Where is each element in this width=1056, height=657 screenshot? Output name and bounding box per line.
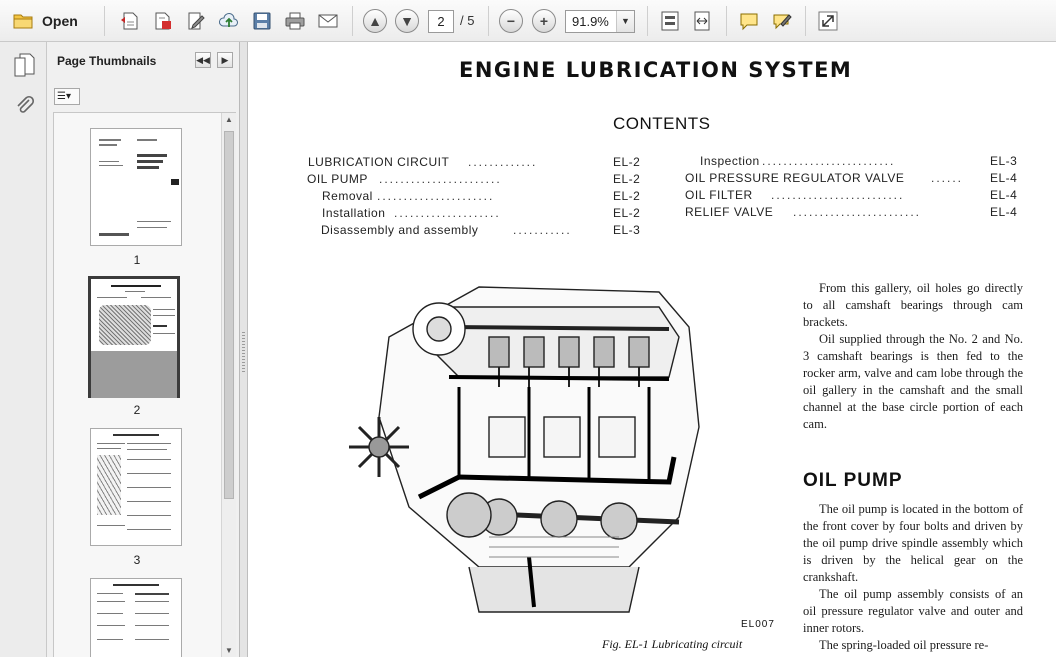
toc-entry[interactable]: OIL PRESSURE REGULATOR VALVE ...... EL-4 <box>685 171 1018 185</box>
toolbar <box>0 0 1056 42</box>
expand-icon <box>817 10 839 32</box>
toc-label: Removal <box>322 189 373 203</box>
previous-page-button[interactable] <box>362 8 388 34</box>
open-button[interactable] <box>12 8 90 34</box>
figure-caption: Fig. EL-1 Lubricating circuit <box>602 637 743 651</box>
toc-entry[interactable]: OIL FILTER ......................... EL-4 <box>685 188 1018 202</box>
toc-ref: EL-2 <box>613 155 641 169</box>
thumbnail-label: 3 <box>133 553 141 567</box>
contents-heading: CONTENTS <box>613 114 711 133</box>
thumbnail-scrollbar[interactable] <box>221 113 236 657</box>
envelope-icon <box>317 10 339 32</box>
page-thumbnail-1[interactable] <box>90 128 182 246</box>
paragraph: From this gallery, oil holes go directly to all camshaft bearings through cam brackets. <box>803 281 1023 329</box>
edit-pdf-button[interactable] <box>183 8 209 34</box>
separator <box>726 6 727 36</box>
collapse-panel-button[interactable] <box>195 52 211 68</box>
fit-width-icon <box>691 10 713 32</box>
panel-splitter[interactable] <box>240 42 248 657</box>
next-page-button[interactable] <box>394 8 420 34</box>
highlight-button[interactable] <box>769 8 795 34</box>
toc-label: RELIEF VALVE <box>685 205 774 219</box>
folder-icon <box>12 10 34 32</box>
thumbnail-list[interactable] <box>53 112 236 657</box>
attachments-tab[interactable] <box>14 94 36 119</box>
fit-width-button[interactable] <box>689 8 715 34</box>
separator <box>488 6 489 36</box>
engine-cutaway-illustration <box>329 267 779 627</box>
zoom-out-button[interactable] <box>498 8 524 34</box>
panel-forward-button[interactable] <box>217 52 233 68</box>
separator <box>352 6 353 36</box>
separator <box>805 6 806 36</box>
figure-code: EL007 <box>741 619 775 630</box>
page-thumbnail-4[interactable] <box>90 578 182 657</box>
toc-entry[interactable]: Removal ...................... EL-2 <box>322 189 641 203</box>
speech-bubble-icon <box>738 10 760 32</box>
toc-entry[interactable]: Disassembly and assembly ........... EL-3 <box>321 223 641 237</box>
toc-ref: EL-2 <box>613 206 641 220</box>
paperclip-icon <box>14 94 36 116</box>
open-label: Open <box>42 13 78 29</box>
page-thumbnail-3[interactable] <box>90 428 182 546</box>
toc-ref: EL-3 <box>990 154 1018 168</box>
thumbnail-options-button[interactable] <box>54 88 80 105</box>
paragraph: The oil pump assembly consists of an oil pressure regulator valve and outer and inner rotors. <box>803 587 1023 635</box>
page-count: / 5 <box>460 13 475 28</box>
paragraph: The oil pump is located in the bottom of the front cover by four bolts and driven by the oil pump drive spindle assembly which is driven by the helical gear on the crankshaft. <box>803 502 1023 584</box>
thumbnail-label: 1 <box>133 253 141 267</box>
edit-document-icon <box>185 10 207 32</box>
chevron-down-icon[interactable]: ▼ <box>616 11 634 32</box>
panel-title: Page Thumbnails <box>57 54 157 68</box>
splitter-grip[interactable] <box>242 332 245 372</box>
double-chevron-left-icon: ◀◀ <box>196 55 210 65</box>
toc-entry[interactable]: LUBRICATION CIRCUIT ............. EL-2 <box>308 155 641 169</box>
minus-icon: − <box>499 9 523 33</box>
scroll-up-arrow-icon[interactable]: ▲ <box>225 115 233 124</box>
comment-button[interactable] <box>736 8 762 34</box>
thumbnail-label: 2 <box>133 403 141 417</box>
zoom-in-button[interactable] <box>531 8 557 34</box>
toc-label: OIL FILTER <box>685 188 753 202</box>
zoom-value: 91.9% <box>572 14 609 29</box>
toc-ref: EL-2 <box>613 189 641 203</box>
email-button[interactable] <box>315 8 341 34</box>
separator <box>647 6 648 36</box>
page-title: ENGINE LUBRICATION SYSTEM <box>459 58 853 82</box>
page-thumbnail-2[interactable] <box>88 276 180 398</box>
toc-label: OIL PUMP <box>307 172 368 186</box>
highlighter-icon <box>771 10 793 32</box>
pages-icon <box>12 52 36 78</box>
export-pdf-icon <box>152 10 174 32</box>
toc-ref: EL-2 <box>613 172 641 186</box>
save-button[interactable] <box>249 8 275 34</box>
page-thumbnails-tab[interactable] <box>12 52 36 81</box>
toc-ref: EL-4 <box>990 205 1018 219</box>
save-icon <box>251 10 273 32</box>
create-pdf-icon <box>119 10 141 32</box>
print-button[interactable] <box>282 8 308 34</box>
upload-button[interactable] <box>216 8 242 34</box>
toc-label: Disassembly and assembly <box>321 223 479 237</box>
paragraph: Oil supplied through the No. 2 and No. 3 camshaft bearings is then fed to the rocker arm, valve and cam lobe through the oil gallery in the camshaft and the small channel at the base circle portion of each cam. <box>803 332 1023 431</box>
fit-page-icon <box>659 10 681 32</box>
create-pdf-button[interactable] <box>117 8 143 34</box>
toc-label: LUBRICATION CIRCUIT <box>308 155 450 169</box>
list-options-icon: ☰▾ <box>57 91 71 102</box>
chevron-right-icon: ▶ <box>221 55 229 65</box>
scrollbar-thumb[interactable] <box>224 131 234 499</box>
zoom-select[interactable] <box>565 10 635 33</box>
section-heading: OIL PUMP <box>803 470 903 491</box>
arrow-down-icon: ▼ <box>395 9 419 33</box>
thumbnails-panel <box>47 42 240 657</box>
toc-ref: EL-3 <box>613 223 641 237</box>
toc-ref: EL-4 <box>990 171 1018 185</box>
paragraph: The spring-loaded oil pressure re- <box>819 638 989 652</box>
document-page[interactable] <box>249 42 1056 657</box>
full-screen-button[interactable] <box>815 8 841 34</box>
toc-entry[interactable]: Inspection ......................... EL-3 <box>700 154 1018 168</box>
toc-ref: EL-4 <box>990 188 1018 202</box>
cloud-upload-icon <box>218 10 240 32</box>
toc-label: OIL PRESSURE REGULATOR VALVE <box>685 171 905 185</box>
arrow-up-icon: ▲ <box>363 9 387 33</box>
export-pdf-button[interactable] <box>150 8 176 34</box>
toc-entry[interactable]: Installation .................... EL-2 <box>322 206 641 220</box>
navigation-panel-strip <box>0 42 47 657</box>
toc-entry[interactable]: OIL PUMP ....................... EL-2 <box>307 172 641 186</box>
fit-page-button[interactable] <box>657 8 683 34</box>
separator <box>104 6 105 36</box>
printer-icon <box>284 10 306 32</box>
toc-entry[interactable]: RELIEF VALVE ........................ EL-4 <box>685 205 1018 219</box>
page-number-input[interactable]: 2 <box>428 10 454 33</box>
plus-icon: + <box>532 9 556 33</box>
toc-label: Inspection <box>700 154 760 168</box>
scroll-down-arrow-icon[interactable]: ▼ <box>225 646 233 655</box>
toc-label: Installation <box>322 206 386 220</box>
